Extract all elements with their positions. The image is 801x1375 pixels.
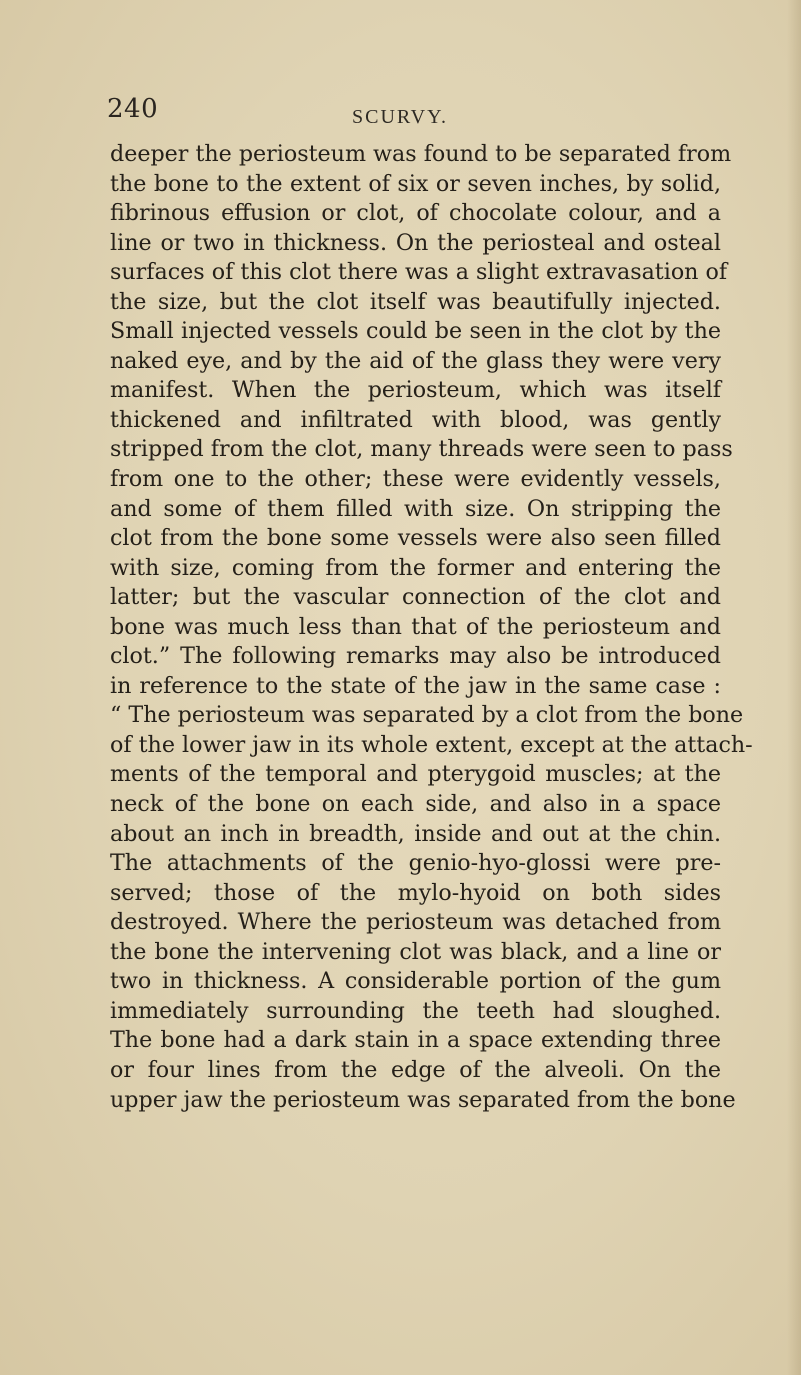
text-line: two in thickness. A considerable portion of the gum bbox=[110, 968, 721, 995]
text-line: latter; but the vascular connection of the clot and bbox=[110, 584, 721, 611]
text-line: naked eye, and by the aid of the glass they were very bbox=[110, 347, 721, 374]
text-line: ments of the temporal and pterygoid muscles; at the bbox=[110, 761, 721, 788]
running-head: SCURVY. bbox=[352, 106, 448, 128]
text-line: thickened and infiltrated with blood, was gently bbox=[110, 406, 721, 433]
text-line: the size, but the clot itself was beautifully injected. bbox=[110, 288, 721, 315]
text-line: the bone the intervening clot was black, and a line or bbox=[110, 938, 721, 965]
text-line: the bone to the extent of six or seven inches, by solid, bbox=[110, 170, 721, 197]
text-line: The bone had a dark stain in a space extending three bbox=[110, 1027, 721, 1054]
text-line: or four lines from the edge of the alveoli. On the bbox=[110, 1056, 721, 1083]
text-line: neck of the bone on each side, and also in a space bbox=[110, 791, 721, 818]
text-line: bone was much less than that of the periosteum and bbox=[110, 613, 721, 640]
text-line: line or two in thickness. On the periosteal and osteal bbox=[110, 229, 721, 256]
text-line: of the lower jaw in its whole extent, except at the attach- bbox=[110, 731, 753, 758]
text-line: served; those of the mylo-hyoid on both sides bbox=[110, 879, 721, 906]
text-line: fibrinous effusion or clot, of chocolate colour, and a bbox=[110, 200, 721, 227]
text-line: about an inch in breadth, inside and out at the chin. bbox=[110, 820, 721, 847]
body-text bbox=[110, 140, 753, 1115]
text-line: from one to the other; these were evidently vessels, bbox=[110, 466, 721, 493]
text-line: with size, coming from the former and entering the bbox=[110, 554, 721, 581]
text-line: Small injected vessels could be seen in the clot by the bbox=[110, 318, 721, 345]
text-line: surfaces of this clot there was a slight extravasation of bbox=[110, 259, 728, 286]
text-line: stripped from the clot, many threads were seen to pass bbox=[110, 436, 733, 463]
text-line: manifest. When the periosteum, which was itself bbox=[110, 377, 721, 404]
page-edge-shadow bbox=[787, 0, 801, 1375]
text-line: destroyed. Where the periosteum was detached from bbox=[110, 909, 721, 936]
page-number: 240 bbox=[107, 94, 159, 124]
text-line: clot from the bone some vessels were also seen filled bbox=[110, 525, 721, 552]
text-line: The attachments of the genio-hyo-glossi were pre- bbox=[110, 850, 721, 877]
text-line: upper jaw the periosteum was separated from the bone bbox=[110, 1086, 736, 1113]
text-line: in reference to the state of the jaw in the same case : bbox=[110, 672, 721, 699]
text-line: immediately surrounding the teeth had sloughed. bbox=[110, 997, 721, 1024]
text-line: “ The periosteum was separated by a clot from the bone bbox=[110, 702, 744, 729]
text-line: deeper the periosteum was found to be separated from bbox=[110, 141, 732, 167]
text-line: clot.” The following remarks may also be introduced bbox=[110, 643, 721, 670]
text-line: and some of them filled with size. On stripping the bbox=[110, 495, 721, 522]
